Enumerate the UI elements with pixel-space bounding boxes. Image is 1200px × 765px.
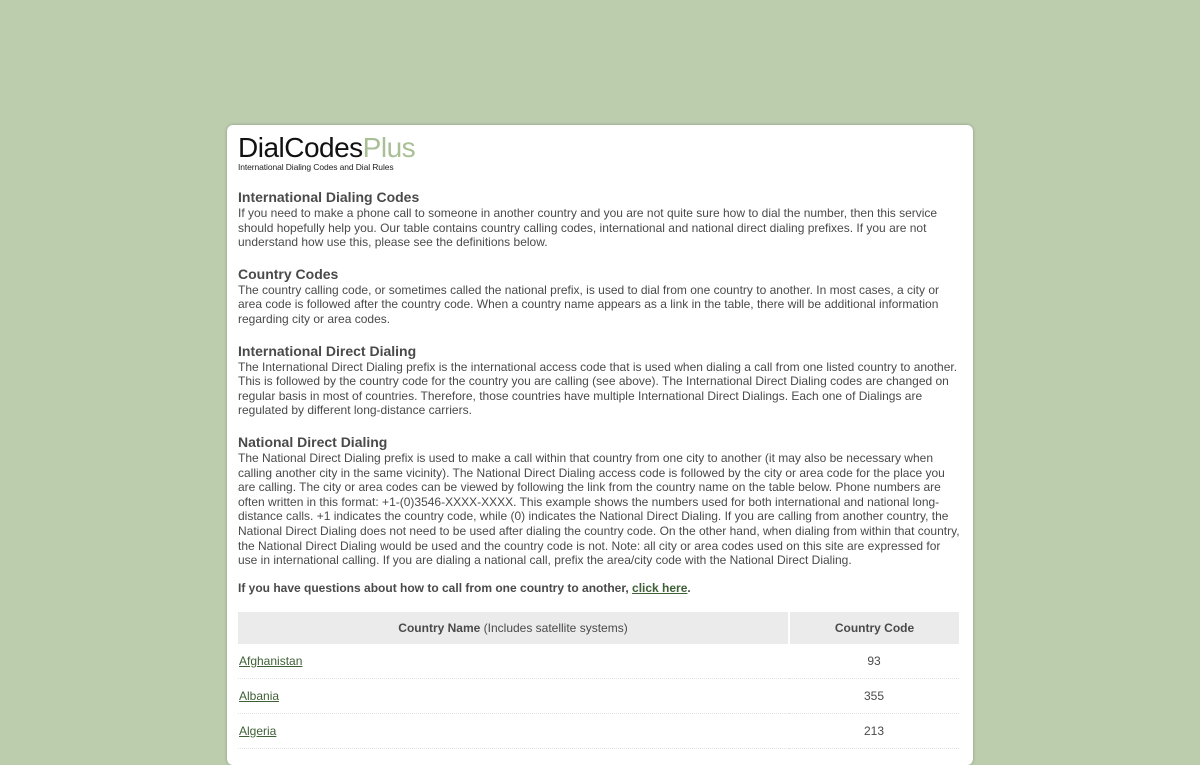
country-codes-table	[238, 612, 959, 749]
logo-name-main: DialCodes	[238, 132, 363, 163]
section-heading: National Direct Dialing	[238, 433, 388, 450]
section-text: The International Direct Dialing prefix is the international access code that is used when dialing a call from one listed country to another. This is followed by the country code for the country you are calling (see above). The International Direct Dialing codes are changed on regular basis in most of countries. Therefore, those countries have multiple International Direct Dialings. Each one of Dialings are regulated by different long-distance carriers.	[238, 359, 958, 418]
country-link-albania[interactable]: Albania	[239, 688, 280, 703]
help-question-text: If you have questions about how to call from one country to another,	[238, 580, 633, 595]
country-link-afghanistan[interactable]: Afghanistan	[239, 653, 303, 668]
logo-wordmark	[238, 133, 961, 163]
country-link-algeria[interactable]: Algeria	[239, 723, 277, 738]
section-heading: International Direct Dialing	[238, 342, 417, 359]
header-country-label: Country Name	[398, 620, 481, 635]
country-name-cell	[238, 713, 789, 748]
logo-name-accent: Plus	[362, 132, 416, 163]
site-logo[interactable]	[238, 133, 961, 183]
help-question	[238, 581, 961, 595]
country-code-cell: 355	[789, 678, 959, 713]
section-text: The country calling code, or sometimes called the national prefix, is used to dial from one country to another. In most cases, a city or area code is followed after the country code. When a country name appears as a link in the table, there will be additional information regarding city or area codes.	[238, 282, 940, 326]
section-text: The National Direct Dialing prefix is used to make a call within that country from one city to another (it may also be necessary when calling another city in the same vicinity). The National Direct Dialing access code is followed by the city or area code for the place you are calling. The city or area codes can be viewed by following the link from the country name on the table below. Phone numbers are often written in this format: +1-(0)3546-XXXX-XXXX. This example shows the numbers used for both international and national long-distance calls. +1 indicates the country code, while (0) indicates the National Direct Dialing. If you are calling from another country, the National Direct Dialing does not need to be used after dialing the country code. On the other hand, when dialing from within that country, the National Direct Dialing would be used and the country code is not. Note: all city or area codes used on this site are expressed for use in international calling. If you are dialing a national call, prefix the area/city code with the National Direct Dialing.	[238, 450, 960, 568]
header-country-note: (Includes satellite systems)	[480, 620, 628, 635]
table-row	[238, 678, 959, 713]
section-national-direct-dialing	[238, 434, 961, 568]
country-code-cell: 93	[789, 644, 959, 679]
table-row	[238, 713, 959, 748]
column-header-country-name[interactable]	[238, 612, 789, 644]
section-text: If you need to make a phone call to someone in another country and you are not quite sure how to dial the number, then this service should hopefully help you. Our table contains country calling codes, international and national direct dialing prefixes. If you are not understand how use this, please see the definitions below.	[238, 206, 938, 250]
table-row	[238, 644, 959, 679]
section-heading: Country Codes	[238, 265, 339, 282]
country-name-cell	[238, 644, 789, 679]
main-card	[227, 125, 973, 765]
table-header-row	[238, 612, 959, 644]
section-country-codes	[238, 266, 961, 327]
country-name-cell	[238, 678, 789, 713]
click-here-link[interactable]: click here	[632, 580, 688, 595]
logo-tagline: International Dialing Codes and Dial Rules	[238, 162, 394, 172]
country-code-cell: 213	[789, 713, 959, 748]
section-international-direct-dialing	[238, 343, 961, 418]
section-international-dialing-codes	[238, 189, 961, 250]
column-header-country-code[interactable]: Country Code	[789, 612, 959, 644]
help-question-suffix: .	[687, 580, 691, 595]
section-heading: International Dialing Codes	[238, 189, 420, 205]
